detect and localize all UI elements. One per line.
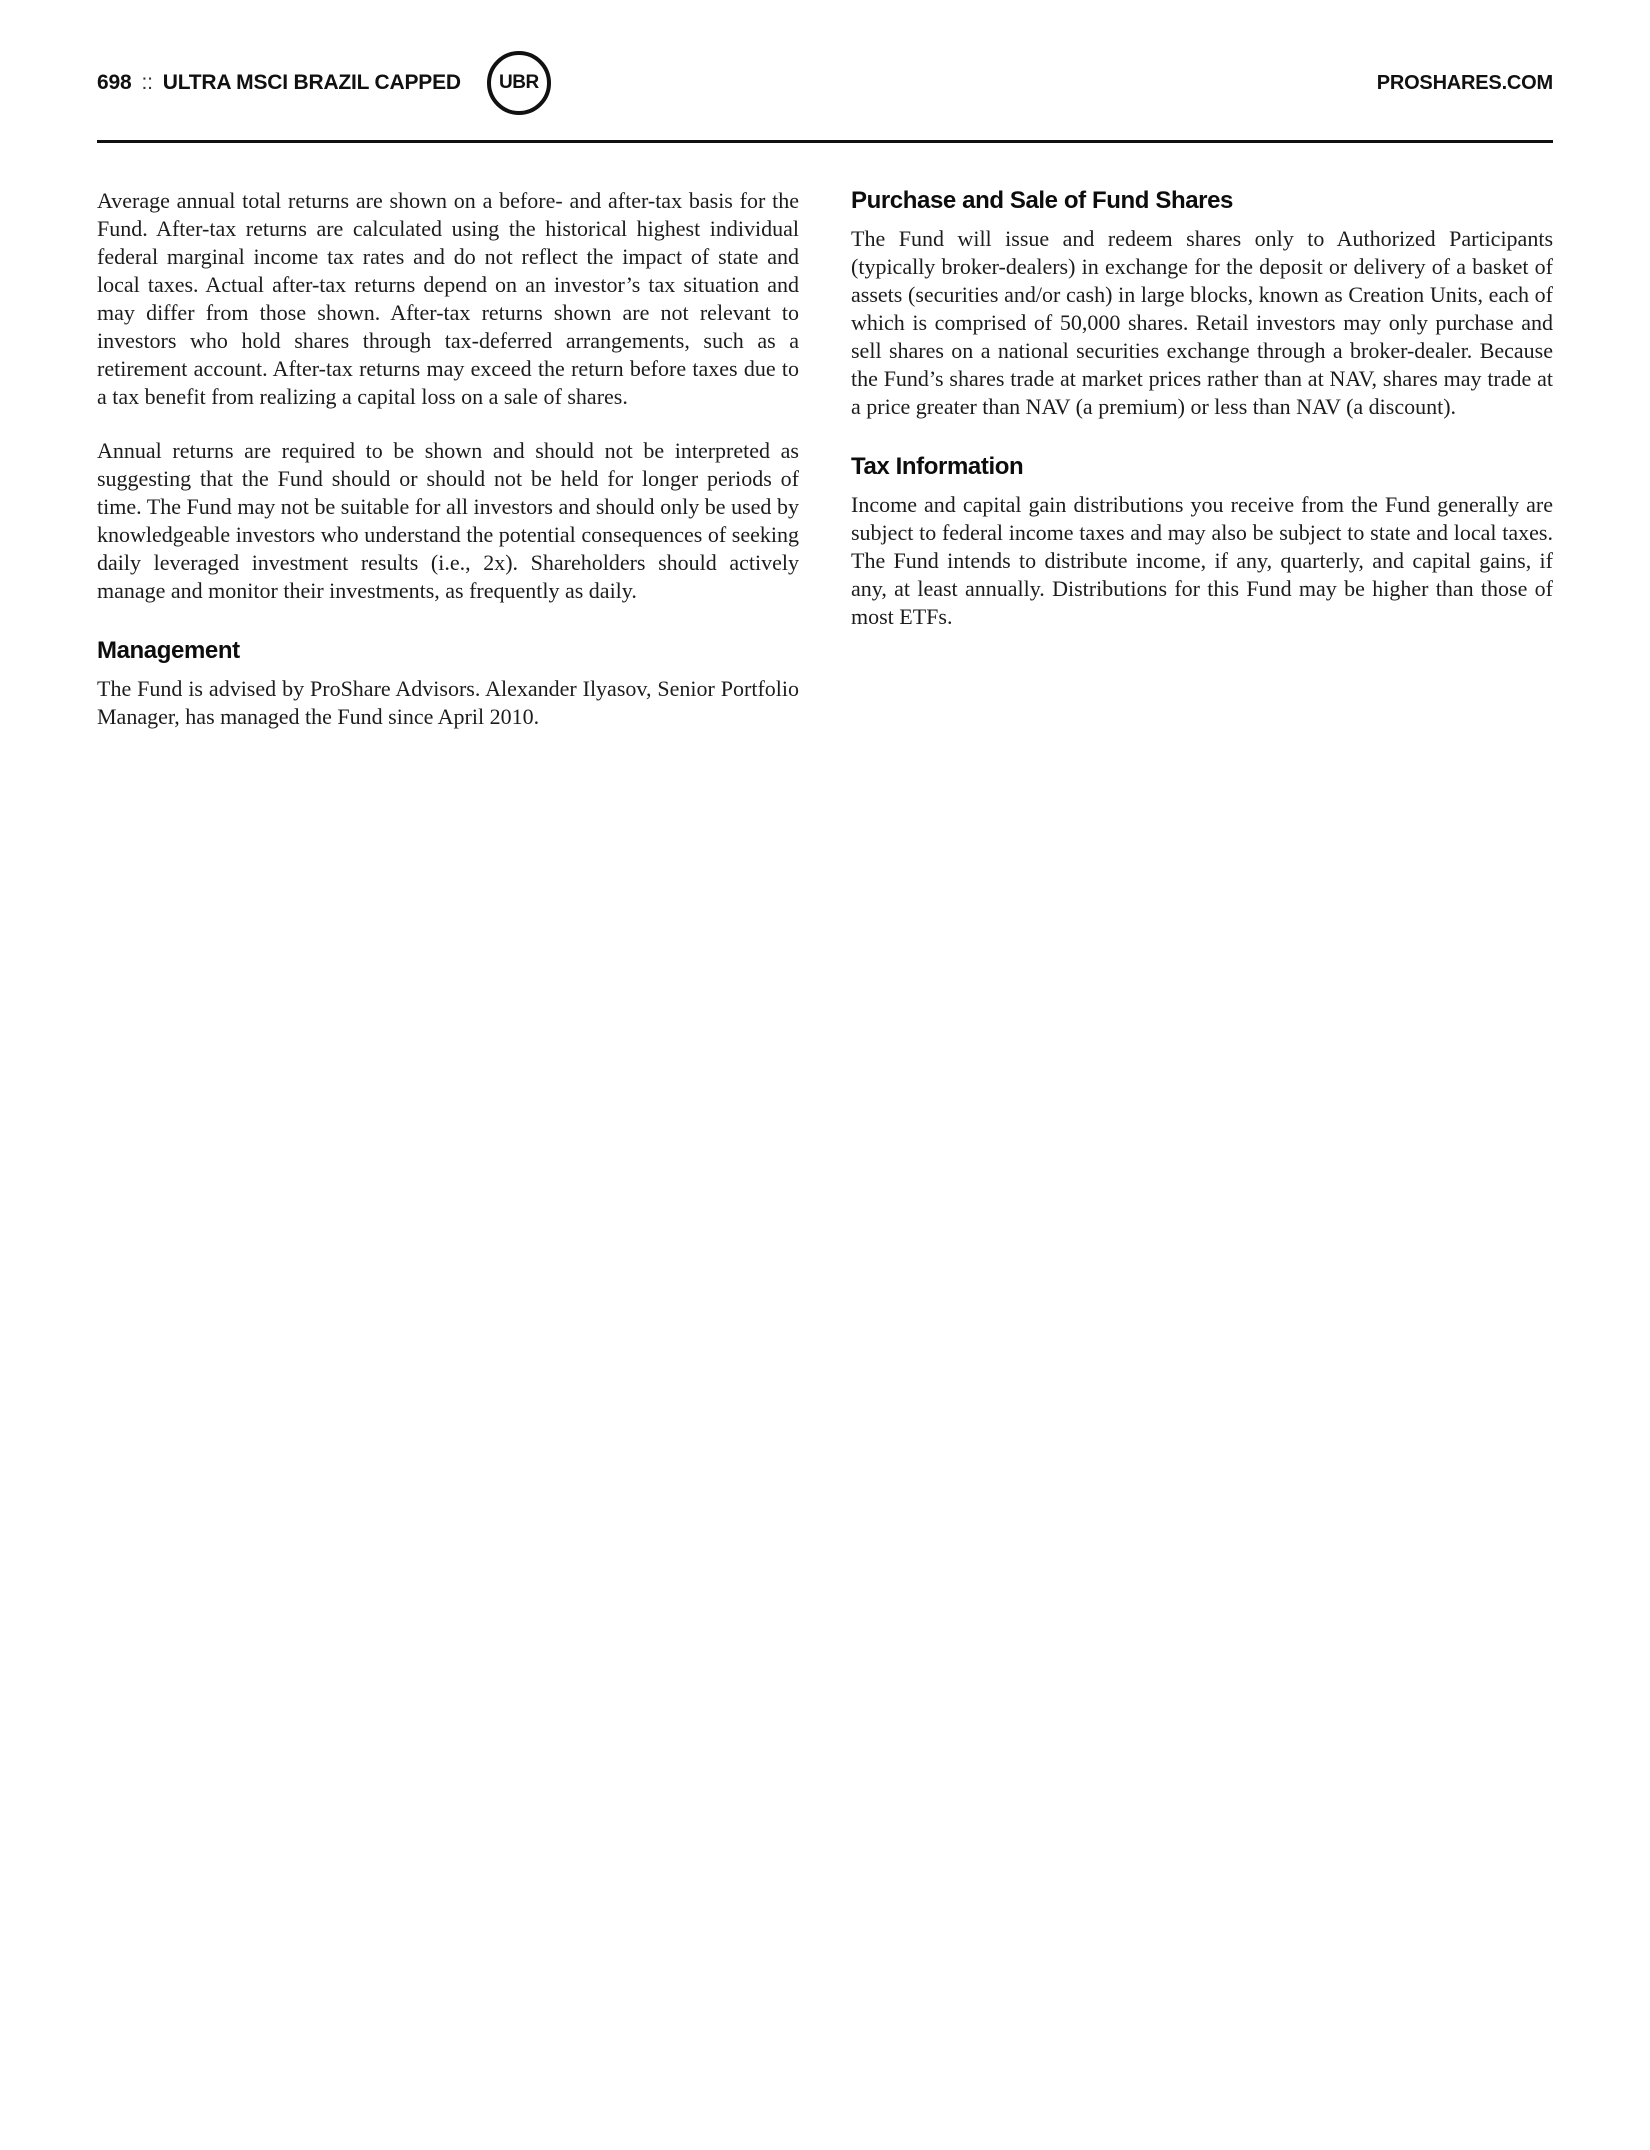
section-heading-management: Management xyxy=(97,637,240,664)
section-heading-tax-information: Tax Information xyxy=(851,453,1024,480)
left-column xyxy=(97,187,799,757)
paragraph-annual-returns: Annual returns are required to be shown and should not be interpreted as suggesting that the Fund should or should not be held for longer periods of time. The Fund may not be suitable for all investors and should only be used by knowledgeable investors who understand the potential consequences of seeking daily leveraged investment results (i.e., 2x). Shareholders should actively manage and monitor their investments, as frequently as daily. xyxy=(97,438,799,603)
paragraph-after-tax-returns: Average annual total returns are shown on a before- and after-tax basis for the Fund. After-tax returns are calculated using the historical highest individual federal marginal income tax rates and do not reflect the impact of state and local taxes. Actual after-tax returns depend on an investor’s tax situation and may differ from those shown. After-tax returns shown are not relevant to investors who hold shares through tax-deferred arrangements, such as a retirement account. After-tax returns may exceed the return before taxes due to a tax benefit from realizing a capital loss on a sale of shares. xyxy=(97,188,799,409)
header-divider xyxy=(97,140,1553,143)
paragraph-purchase-and-sale: The Fund will issue and redeem shares only to Authorized Participants (typically broker-dealers) in exchange for the deposit or delivery of a basket of assets (securities and/or cash) in large blocks, known as Creation Units, each of which is comprised of 50,000 shares. Retail investors may only purchase and sell shares on a national securities exchange through a broker-dealer. Because the Fund’s shares trade at market prices rather than at NAV, shares may trade at a price greater than NAV (a premium) or less than NAV (a discount). xyxy=(851,226,1553,419)
right-column xyxy=(851,187,1553,757)
ticker-label: UBR xyxy=(499,72,539,93)
section-heading-purchase-and-sale: Purchase and Sale of Fund Shares xyxy=(851,187,1233,214)
paragraph-management: The Fund is advised by ProShare Advisors. Alexander Ilyasov, Senior Portfolio Manager, has managed the Fund since April 2010. xyxy=(97,676,799,729)
website-url: PROSHARES.COM xyxy=(1376,71,1553,94)
ticker-logo xyxy=(487,51,551,115)
fund-name: ULTRA MSCI BRAZIL CAPPED xyxy=(162,71,461,94)
page-header xyxy=(97,46,1553,120)
content-columns xyxy=(97,187,1553,757)
header-title-group xyxy=(97,51,551,115)
header-separator: :: xyxy=(141,71,153,94)
paragraph-tax-information: Income and capital gain distributions you receive from the Fund generally are subject to federal income taxes and may also be subject to state and local taxes. The Fund intends to distribute income, if any, quarterly, and capital gains, if any, at least annually. Distributions for this Fund may be higher than those of most ETFs. xyxy=(851,492,1553,629)
page-number: 698 xyxy=(97,71,132,94)
